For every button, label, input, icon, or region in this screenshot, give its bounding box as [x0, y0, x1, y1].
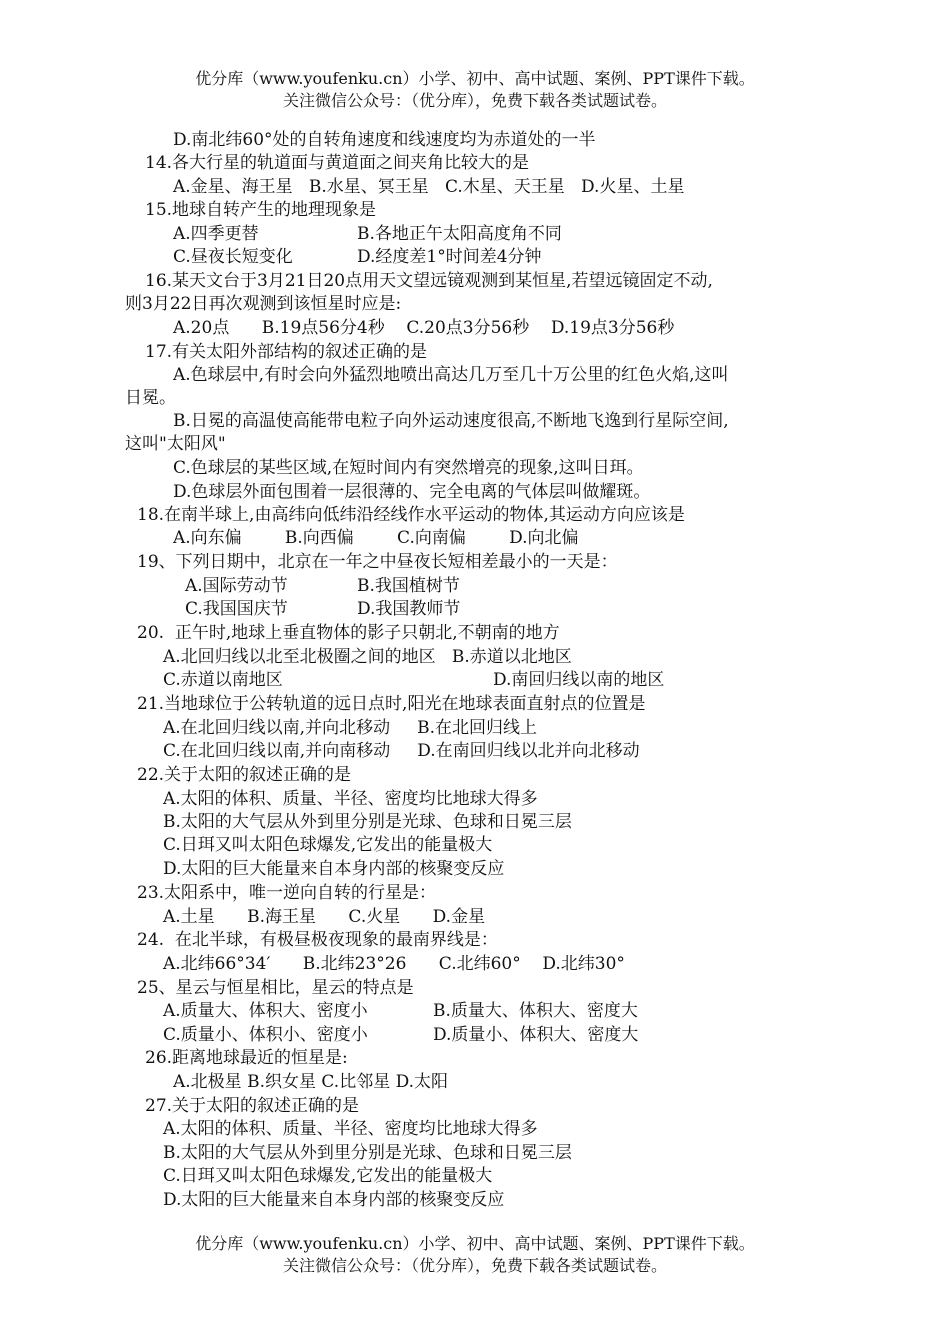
text-line: B.太阳的大气层从外到里分别是光球、色球和日冕三层	[163, 812, 572, 832]
question-24: 24. 在北半球，有极昼极夜现象的最南界线是：	[137, 930, 498, 950]
text-line: 日冕。	[125, 388, 176, 408]
text-line: D.经度差1°时间差4分钟	[357, 247, 542, 267]
question-26: 26.距离地球最近的恒星是:	[145, 1048, 348, 1068]
text-line: C.赤道以南地区	[163, 670, 283, 690]
question-15: 15.地球自转产生的地理现象是	[145, 200, 377, 220]
text-line: D.南回归线以南的地区	[493, 670, 665, 690]
question-14: 14.各大行星的轨道面与黄道面之间夹角比较大的是	[145, 153, 530, 173]
question-19: 19、下列日期中，北京在一年之中昼夜长短相差最小的一天是：	[137, 552, 618, 572]
text-line: A.金星、海王星 B.水星、冥王星 C.木星、天王星 D.火星、土星	[173, 177, 685, 197]
text-line: A.北回归线以北至北极圈之间的地区 B.赤道以北地区	[163, 647, 572, 667]
header-line-2: 关注微信公众号：（优分库），免费下载各类试题试卷。	[282, 91, 667, 110]
text-line: C.我国国庆节	[185, 599, 288, 619]
text-line: D.质量小、体积大、密度大	[433, 1025, 639, 1045]
text-line: D.南北纬60°处的自转角速度和线速度均为赤道处的一半	[173, 130, 596, 150]
question-23: 23.太阳系中，唯一逆向自转的行星是：	[137, 883, 437, 903]
text-line: D.我国教师节	[357, 599, 461, 619]
text-line: D.太阳的巨大能量来自本身内部的核聚变反应	[163, 859, 505, 879]
question-17: 17.有关太阳外部结构的叙述正确的是	[145, 342, 428, 362]
text-line: A.四季更替	[173, 224, 259, 244]
text-line: A.质量大、体积大、密度小	[163, 1001, 368, 1021]
text-line: C.日珥又叫太阳色球爆发,它发出的能量极大	[163, 1166, 493, 1186]
footer-line-1: 优分库（www.youfenku.cn）小学、初中、高中试题、案例、PPT课件下载。	[195, 1234, 755, 1253]
header-line-1: 优分库（www.youfenku.cn）小学、初中、高中试题、案例、PPT课件下载。	[195, 69, 755, 88]
text-line: A.土星 B.海王星 C.火星 D.金星	[163, 907, 486, 927]
text-line: A.国际劳动节	[185, 576, 288, 596]
text-line: C.昼夜长短变化	[173, 247, 293, 267]
text-line: C.色球层的某些区域,在短时间内有突然增亮的现象,这叫日珥。	[173, 458, 644, 478]
question-27: 27.关于太阳的叙述正确的是	[145, 1096, 360, 1116]
question-21: 21.当地球位于公转轨道的远日点时,阳光在地球表面直射点的位置是	[137, 694, 646, 714]
text-line: A.太阳的体积、质量、半径、密度均比地球大得多	[163, 789, 538, 809]
footer-line-2: 关注微信公众号：（优分库），免费下载各类试题试卷。	[282, 1256, 667, 1275]
text-line: A.向东偏 B.向西偏 C.向南偏 D.向北偏	[173, 528, 579, 548]
text-line: 这叫"太阳风"	[125, 434, 226, 454]
text-line: C.日珥又叫太阳色球爆发,它发出的能量极大	[163, 835, 493, 855]
text-line: A.北极星 B.织女星 C.比邻星 D.太阳	[173, 1072, 449, 1092]
text-line: B.日冕的高温使高能带电粒子向外运动速度很高,不断地飞逸到行星际空间,	[173, 411, 729, 431]
text-line: B.我国植树节	[357, 576, 460, 596]
text-line: B.太阳的大气层从外到里分别是光球、色球和日冕三层	[163, 1143, 572, 1163]
text-line: B.各地正午太阳高度角不同	[357, 224, 562, 244]
text-line: A.在北回归线以南,并向北移动 B.在北回归线上	[163, 718, 537, 738]
text-line: D.色球层外面包围着一层很薄的、完全电离的气体层叫做耀斑。	[173, 482, 651, 502]
text-line: B.质量大、体积大、密度大	[433, 1001, 638, 1021]
text-line: 则3月22日再次观测到该恒星时应是:	[125, 294, 402, 314]
text-line: C.质量小、体积小、密度小	[163, 1025, 368, 1045]
text-line: C.在北回归线以南,并向南移动 D.在南回归线以北并向北移动	[163, 741, 640, 761]
text-line: D.太阳的巨大能量来自本身内部的核聚变反应	[163, 1190, 505, 1210]
question-25: 25、星云与恒星相比，星云的特点是	[137, 978, 414, 998]
text-line: A.色球层中,有时会向外猛烈地喷出高达几万至几十万公里的红色火焰,这叫	[173, 365, 729, 385]
question-16: 16.某天文台于3月21日20点用天文望远镜观测到某恒星,若望远镜固定不动,	[145, 271, 713, 291]
question-20: 20. 正午时,地球上垂直物体的影子只朝北,不朝南的地方	[137, 623, 560, 643]
question-18: 18.在南半球上,由高纬向低纬沿经线作水平运动的物体,其运动方向应该是	[137, 505, 685, 525]
text-line: A.20点 B.19点56分4秒 C.20点3分56秒 D.19点3分56秒	[173, 318, 675, 338]
text-line: A.太阳的体积、质量、半径、密度均比地球大得多	[163, 1119, 538, 1139]
text-line: A.北纬66°34′ B.北纬23°26 C.北纬60° D.北纬30°	[163, 954, 625, 974]
question-22: 22.关于太阳的叙述正确的是	[137, 765, 352, 785]
